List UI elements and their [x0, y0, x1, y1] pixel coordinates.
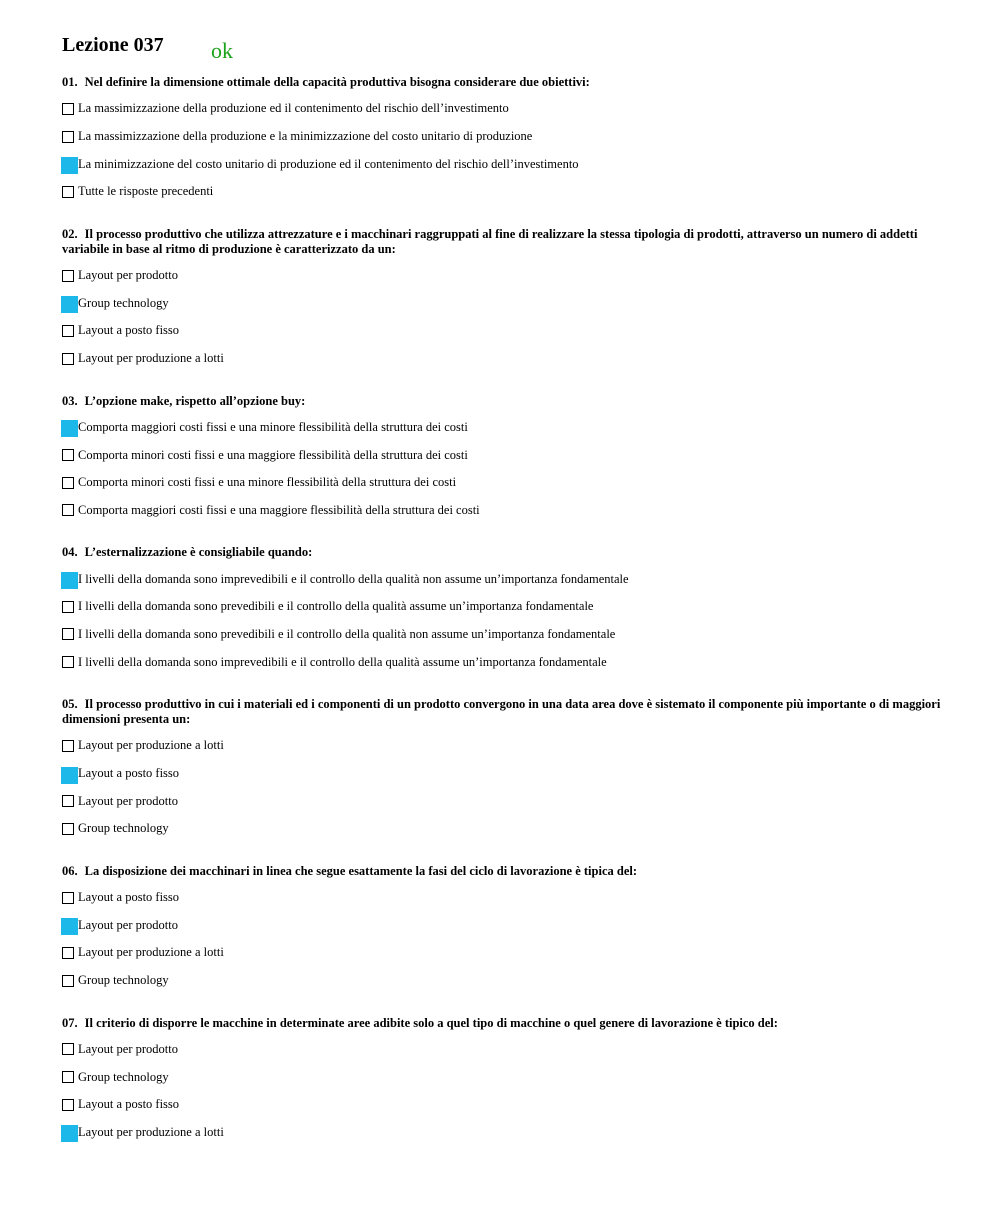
answer-option-label: Layout per produzione a lotti	[78, 738, 224, 753]
answer-option[interactable]	[62, 815, 942, 843]
checkbox-selected[interactable]	[62, 158, 74, 170]
answer-option-label: Layout a posto fisso	[78, 323, 180, 338]
question-list	[62, 75, 942, 1146]
answer-option-label: Layout per prodotto	[78, 793, 178, 808]
question-2	[62, 227, 942, 373]
lesson-title: Lezione 037	[62, 34, 164, 56]
answer-option-label: Layout per produzione a lotti	[78, 351, 224, 366]
checkbox[interactable]	[62, 947, 74, 959]
question-text	[62, 75, 942, 90]
question-number: 02.	[62, 226, 78, 241]
question-1	[62, 75, 942, 206]
answer-option-label: Comporta minori costi fissi e una maggiore flessibilità della struttura dei costi	[78, 447, 468, 462]
answer-option-label: Group technology	[78, 973, 169, 988]
question-prompt: Il criterio di disporre le macchine in determinate aree adibite solo a quel tipo di macchine o quel genere di lavorazione è tipico del:	[84, 1015, 778, 1030]
answer-option[interactable]	[62, 565, 942, 593]
checkbox[interactable]	[62, 504, 74, 516]
answer-option[interactable]	[62, 1091, 942, 1119]
answer-option-label: I livelli della domanda sono prevedibili e il controllo della qualità assume un’importanza fondamentale	[78, 599, 594, 614]
question-number: 05.	[62, 697, 78, 711]
question-number: 06.	[62, 863, 78, 878]
checkbox[interactable]	[62, 270, 74, 282]
answer-option-label: Layout per prodotto	[78, 1041, 178, 1056]
answer-option-label: Comporta minori costi fissi e una minore flessibilità della struttura dei costi	[78, 475, 457, 490]
checkbox[interactable]	[62, 1071, 74, 1083]
question-prompt: L’esternalizzazione è consigliabile quando:	[84, 545, 313, 560]
question-5	[62, 697, 942, 843]
answer-option[interactable]	[62, 441, 942, 469]
handwritten-note: ok	[211, 38, 233, 63]
title-row	[62, 32, 942, 72]
checkbox-selected[interactable]	[62, 919, 74, 931]
question-prompt: La disposizione dei macchinari in linea che segue esattamente la fasi del ciclo di lavorazione è tipica del:	[84, 863, 638, 878]
answer-option[interactable]	[62, 787, 942, 815]
question-6	[62, 864, 942, 995]
answer-option[interactable]	[62, 414, 942, 442]
checkbox[interactable]	[62, 975, 74, 987]
question-number: 07.	[62, 1015, 78, 1030]
question-prompt: L’opzione make, rispetto all’opzione buy:	[84, 393, 306, 408]
checkbox-selected[interactable]	[62, 573, 74, 585]
answer-option-label: Group technology	[78, 295, 169, 310]
question-text	[62, 545, 942, 560]
answer-option[interactable]	[62, 345, 942, 373]
answer-option[interactable]	[62, 593, 942, 621]
checkbox[interactable]	[62, 186, 74, 198]
answer-option-label: La massimizzazione della produzione e la minimizzazione del costo unitario di produzione	[78, 129, 533, 144]
checkbox[interactable]	[62, 353, 74, 365]
answer-option[interactable]	[62, 123, 942, 151]
answer-option[interactable]	[62, 732, 942, 760]
answer-option[interactable]	[62, 911, 942, 939]
answer-option-label: Layout a posto fisso	[78, 1097, 180, 1112]
answer-option[interactable]	[62, 621, 942, 649]
answer-option-label: Layout per prodotto	[78, 917, 178, 932]
checkbox-selected[interactable]	[62, 297, 74, 309]
question-3	[62, 394, 942, 525]
checkbox[interactable]	[62, 892, 74, 904]
answer-option-label: I livelli della domanda sono imprevedibili e il controllo della qualità non assume un’importanza fondamentale	[78, 571, 629, 586]
answer-option-label: La minimizzazione del costo unitario di produzione ed il contenimento del rischio dell’investimento	[78, 156, 579, 171]
answer-option[interactable]	[62, 1036, 942, 1064]
question-4	[62, 545, 942, 676]
question-7	[62, 1016, 942, 1147]
question-prompt: Nel definire la dimensione ottimale della capacità produttiva bisogna considerare due obiettivi:	[84, 75, 590, 89]
answer-option[interactable]	[62, 884, 942, 912]
question-text	[62, 227, 942, 257]
question-text	[62, 864, 942, 879]
checkbox[interactable]	[62, 740, 74, 752]
question-number: 03.	[62, 393, 78, 408]
question-text	[62, 697, 942, 727]
answer-option-label: La massimizzazione della produzione ed il contenimento del rischio dell’investimento	[78, 101, 509, 116]
answer-option[interactable]	[62, 939, 942, 967]
answer-option-label: Layout per produzione a lotti	[78, 1124, 224, 1139]
answer-option-label: Layout per produzione a lotti	[78, 945, 224, 960]
checkbox-selected[interactable]	[62, 1126, 74, 1138]
checkbox[interactable]	[62, 1099, 74, 1111]
answer-option[interactable]	[62, 648, 942, 676]
answer-option-label: Group technology	[78, 821, 169, 836]
checkbox[interactable]	[62, 628, 74, 640]
answer-option[interactable]	[62, 178, 942, 206]
checkbox-selected[interactable]	[62, 421, 74, 433]
checkbox[interactable]	[62, 823, 74, 835]
answer-option[interactable]	[62, 1063, 942, 1091]
answer-option-label: I livelli della domanda sono imprevedibili e il controllo della qualità assume un’importanza fondamentale	[78, 654, 607, 669]
answer-option-label: Layout a posto fisso	[78, 766, 180, 781]
answer-option[interactable]	[62, 1119, 942, 1147]
answer-option[interactable]	[62, 150, 942, 178]
question-text	[62, 1016, 942, 1031]
question-text	[62, 394, 942, 409]
question-prompt: Il processo produttivo che utilizza attrezzature e i macchinari raggruppati al fine di realizzare la stessa tipologia di prodotti, attraverso un numero di addetti variabile in base al ritmo di produzione è caratterizzato da un:	[62, 226, 918, 256]
answer-option[interactable]	[62, 967, 942, 995]
answer-option-label: Layout per prodotto	[78, 268, 178, 283]
answer-option[interactable]	[62, 469, 942, 497]
question-number: 04.	[62, 545, 78, 560]
checkbox[interactable]	[62, 601, 74, 613]
answer-option-label: Comporta maggiori costi fissi e una maggiore flessibilità della struttura dei costi	[78, 502, 480, 517]
answer-option[interactable]	[62, 497, 942, 525]
checkbox[interactable]	[62, 131, 74, 143]
quiz-page	[62, 32, 942, 1167]
question-prompt: Il processo produttivo in cui i materiali ed i componenti di un prodotto convergono in una data area dove è sistemato il componente più importante o di maggiori dimensioni presenta un:	[62, 697, 941, 726]
answer-option-label: Layout a posto fisso	[78, 890, 180, 905]
answer-option[interactable]	[62, 317, 942, 345]
answer-option[interactable]	[62, 760, 942, 788]
checkbox[interactable]	[62, 325, 74, 337]
checkbox[interactable]	[62, 656, 74, 668]
answer-option-label: Comporta maggiori costi fissi e una minore flessibilità della struttura dei costi	[78, 419, 468, 434]
checkbox[interactable]	[62, 795, 74, 807]
answer-option-label: Tutte le risposte precedenti	[78, 184, 214, 199]
answer-option-label: Group technology	[78, 1069, 169, 1084]
answer-option[interactable]	[62, 289, 942, 317]
checkbox[interactable]	[62, 449, 74, 461]
question-number: 01.	[62, 75, 78, 89]
checkbox[interactable]	[62, 477, 74, 489]
answer-option[interactable]	[62, 95, 942, 123]
checkbox[interactable]	[62, 103, 74, 115]
answer-option[interactable]	[62, 262, 942, 290]
checkbox-selected[interactable]	[62, 768, 74, 780]
answer-option-label: I livelli della domanda sono prevedibili e il controllo della qualità non assume un’importanza fondamentale	[78, 626, 616, 641]
checkbox[interactable]	[62, 1043, 74, 1055]
